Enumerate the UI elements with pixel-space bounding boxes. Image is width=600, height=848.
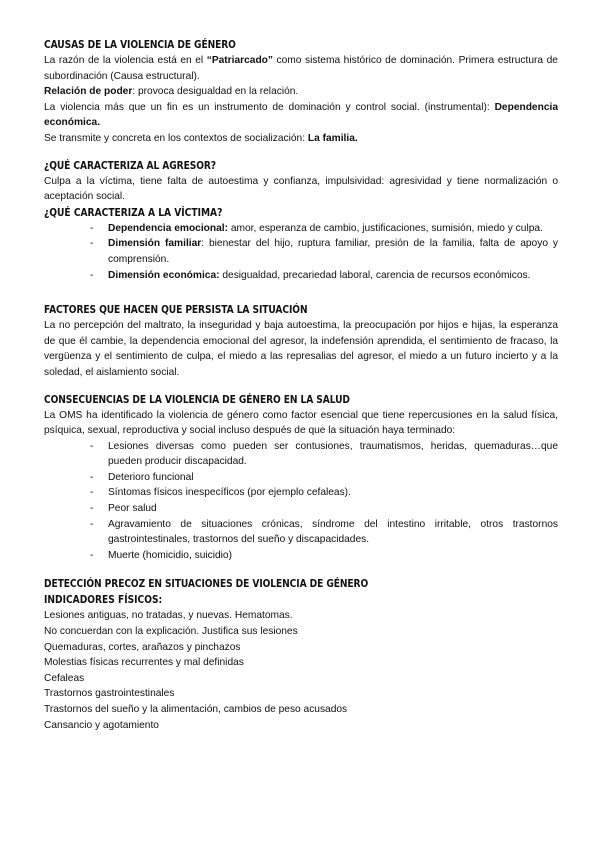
item-label: Dependencia emocional: [108,222,229,234]
causas-text: : provoca desigualdad en la relación. [132,86,299,98]
list-item: - Dimensión familiar: bienestar del hijo, ruptura familiar, presión de la familia, falta de apoyo y comprensión. [90,238,559,265]
consecuencias-paragraph: La OMS ha identificado la violencia de género como factor esencial que tiene repercusiones en la salud física, psíquica, sexual, reproductiva y social incluso después de que la situación haya terminado: [44,409,558,437]
item-text: desigualdad, precariedad laboral, carencia de recursos económicos. [219,269,531,281]
factores-paragraph: La no percepción del maltrato, la inseguridad y baja autoestima, la preocupación por hijos e hijas, la esperanza de que él cambie, la dependencia emocional del agresor, la indefensión aprendida, el sentimiento de fracaso, la vergüenza y el sentimiento de culpa, el miedo a las represalias del agresor, el miedo a un futuro incierto y a la soledad, el aislamiento social. [44,320,558,378]
causas-text: Se transmite y concreta en los contextos de socialización: [44,132,308,144]
section-title-victima: ¿QUÉ CARACTERIZA A LA VÍCTIMA? [44,206,223,219]
item-text: Lesiones diversas como pueden ser contusiones, traumatismos, heridas, quemaduras…que pueden producir discapacidad. [108,440,558,468]
list-item: - Síntomas físicos inespecíficos (por ejemplo cefaleas). [90,487,351,499]
list-item: - Lesiones diversas como pueden ser contusiones, traumatismos, heridas, quemaduras…que pueden producir discapacidad. [90,440,558,468]
causas-bold: La familia. [307,132,358,144]
indicator-line: Trastornos del sueño y la alimentación, cambios de peso acusados [44,704,348,715]
item-label: Dimensión económica: [108,269,220,281]
causas-paragraph-4 [44,131,558,147]
item-label: Dimensión familiar [108,238,202,250]
list-item: - Agravamiento de situaciones crónicas, síndrome del intestino irritable, otros trastornos gastrointestinales, trastornos del sueño y discapacidades. [90,518,558,546]
item-text: : bienestar del hijo, ruptura familiar, presión de la familia, falta de apoyo y comprensión. [108,238,559,265]
causas-bold: Dependencia económica. [44,101,558,129]
causas-text: La razón de la violencia está en el [44,55,207,66]
causas-paragraph-1 [44,53,558,84]
indicator-line: Cefaleas [44,672,85,684]
section-title-factores: FACTORES QUE HACEN QUE PERSISTA LA SITUACIÓN [44,304,308,317]
section-title-causas: CAUSAS DE LA VIOLENCIA DE GÉNERO [44,39,236,51]
section-title-deteccion: DETECCIÓN PRECOZ EN SITUACIONES DE VIOLENCIA DE GÉNERO [44,578,369,591]
list-item: - Dimensión económica: desigualdad, precariedad laboral, carencia de recursos económicos. [90,269,531,281]
indicator-line: Trastornos gastrointestinales [44,688,175,700]
subsection-title-indicadores: INDICADORES FÍSICOS: [44,594,163,607]
indicator-line: Cansancio y agotamiento [44,719,159,731]
item-text: amor, esperanza de cambio, justificaciones, sumisión, miedo y culpa. [228,222,543,234]
causas-text: La violencia más que un fin es un instrumento de dominación y control social. (instrumental): [44,101,495,113]
list-item: - Deterioro funcional [90,471,194,483]
item-text: Peor salud [108,503,157,515]
list-item: - Dependencia emocional: amor, esperanza de cambio, justificaciones, sumisión, miedo y culpa. [90,222,543,234]
document-page [44,38,558,733]
causas-bold: Relación de poder [44,86,133,98]
causas-paragraph-2 [44,84,558,100]
indicator-line: Quemaduras, cortes, arañazos y pinchazos [44,641,241,653]
section-title-agresor: ¿QUÉ CARACTERIZA AL AGRESOR? [44,159,216,172]
consecuencias-list [44,439,558,564]
causas-bold: “Patriarcado” [206,55,273,66]
list-item: - Peor salud [90,503,157,515]
section-title-consecuencias: CONSECUENCIAS DE LA VIOLENCIA DE GÉNERO EN LA SALUD [44,393,350,406]
causas-paragraph-3 [44,100,558,131]
item-text: Agravamiento de situaciones crónicas, síndrome del intestino irritable, otros trastornos gastrointestinales, trastornos del sueño y discapacidades. [108,518,558,546]
item-text: Muerte (homicidio, suicidio) [108,549,232,561]
causas-text: como sistema histórico de dominación. Primera estructura de subordinación (Causa estructural). [44,55,558,82]
list-item: - Muerte (homicidio, suicidio) [90,549,232,561]
indicator-line: No concuerdan con la explicación. Justifica sus lesiones [44,626,298,638]
item-text: Deterioro funcional [108,471,194,483]
indicator-line: Lesiones antiguas, no tratadas, y nuevas. Hematomas. [44,610,293,622]
victima-list [44,221,558,283]
agresor-paragraph: Culpa a la víctima, tiene falta de autoestima y confianza, impulsividad: agresividad y tiene normalización o aceptación social. [44,175,558,203]
item-text: Síntomas físicos inespecíficos (por ejemplo cefaleas). [108,487,351,499]
indicator-line: Molestias físicas recurrentes y mal definidas [44,657,244,669]
